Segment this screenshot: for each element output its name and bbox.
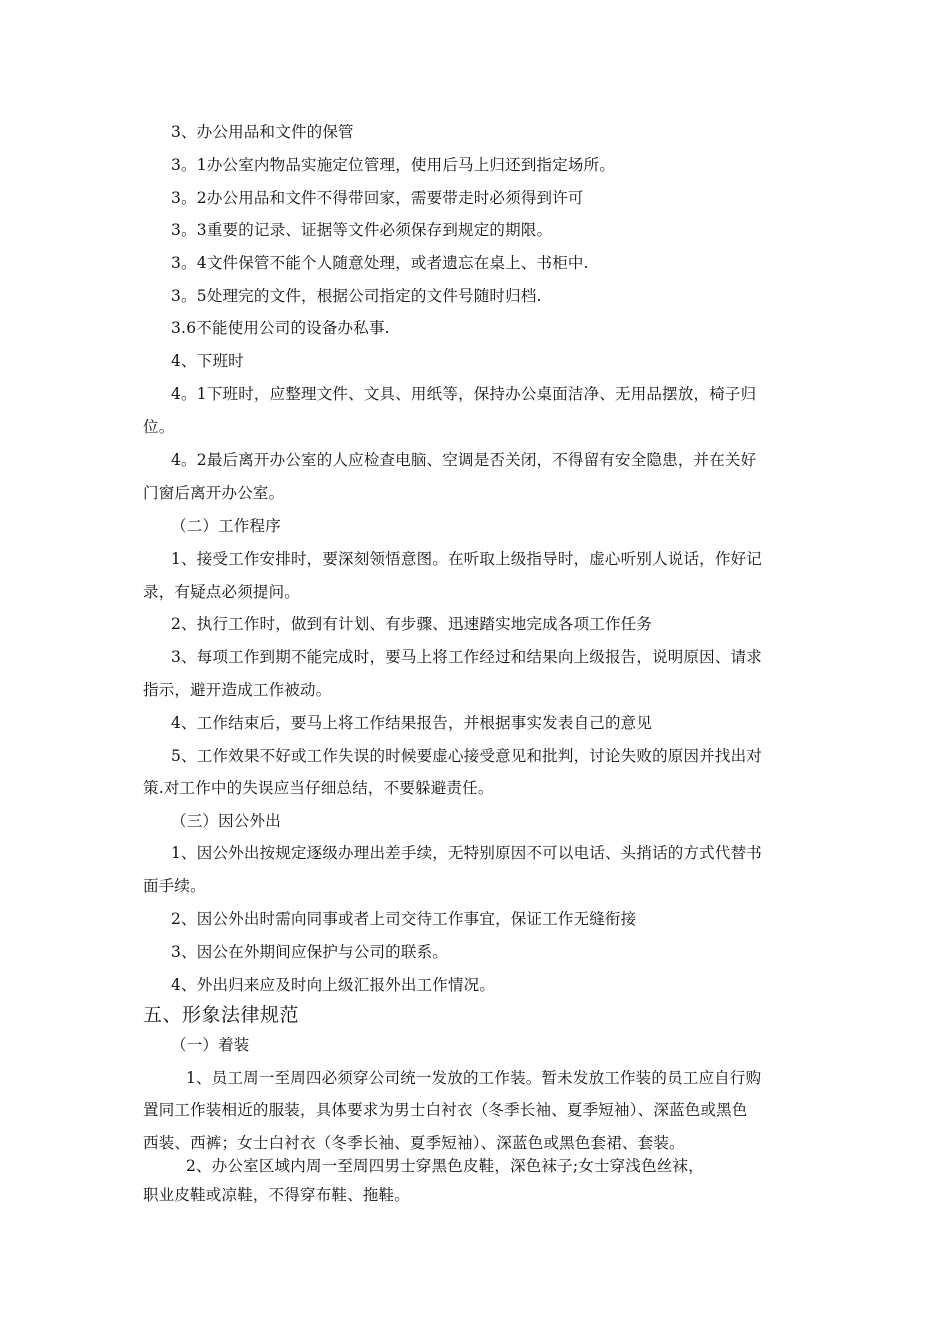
dress-1-line-1: 1、员工周一至周四必须穿公司统一发放的工作装。暂未发放工作装的员工应自行购	[186, 1069, 762, 1087]
dress-1-line-2: 置同工作装相近的服装，具体要求为男士白衬衣（冬季长袖、夏季短袖）、深蓝色或黑色	[143, 1101, 748, 1119]
procedure-5-line-1: 5、工作效果不好或工作失误的时候要虚心接受意见和批判，讨论失败的原因并找出对	[171, 747, 762, 765]
dress-2-line-1: 2、办公室区域内周一至周四男士穿黑色皮鞋，深色袜子;女士穿浅色丝袜，	[186, 1157, 704, 1175]
paragraph-3-3: 3。3重要的记录、证据等文件必须保存到规定的期限。	[171, 221, 553, 239]
trip-2: 2、因公外出时需向同事或者上司交待工作事宜，保证工作无缝衔接	[171, 910, 637, 928]
procedure-5-line-2: 策.对工作中的失误应当仔细总结，不要躲避责任。	[143, 779, 494, 797]
paragraph-4-1-line-1: 4。1下班时，应整理文件、文具、用纸等，保持办公桌面洁净、无用品摆放，椅子归	[171, 385, 757, 403]
procedure-3-line-1: 3、每项工作到期不能完成时，要马上将工作经过和结果向上级报告，说明原因、请求	[171, 648, 762, 666]
trip-3: 3、因公在外期间应保护与公司的联系。	[171, 943, 448, 961]
paragraph-3-4: 3。4文件保管不能个人随意处理，或者遗忘在桌上、书柜中.	[171, 254, 589, 272]
trip-1-line-2: 面手续。	[143, 877, 206, 895]
trip-1-line-1: 1、因公外出按规定逐级办理出差手续，无特别原因不可以电话、头捎话的方式代替书	[171, 844, 762, 862]
procedure-3-line-2: 指示，避开造成工作被动。	[143, 681, 332, 699]
paragraph-3-1: 3。1办公室内物品实施定位管理，使用后马上归还到指定场所。	[171, 156, 616, 174]
dress-2-line-2: 职业皮鞋或凉鞋，不得穿布鞋、拖鞋。	[143, 1186, 410, 1204]
section-heading-image-norms: 五、形象法律规范	[143, 1004, 300, 1026]
trip-4: 4、外出归来应及时向上级汇报外出工作情况。	[171, 976, 496, 994]
paragraph-3-2: 3。2办公用品和文件不得带回家，需要带走时必须得到许可	[171, 189, 584, 207]
paragraph-4-1-line-2: 位。	[143, 418, 175, 436]
procedure-1-line-1: 1、接受工作安排时，要深刻领悟意图。在听取上级指导时，虚心听别人说话，作好记	[171, 550, 762, 568]
section-title-off-work: 4、下班时	[171, 352, 244, 370]
subsection-title-business-trip: （三）因公外出	[171, 812, 281, 830]
subsection-title-work-procedure: （二）工作程序	[171, 517, 281, 535]
procedure-1-line-2: 录，有疑点必须提问。	[143, 583, 301, 601]
procedure-4: 4、工作结束后，要马上将工作结果报告，并根据事实发表自己的意见	[171, 714, 653, 732]
procedure-2: 2、执行工作时，做到有计划、有步骤、迅速踏实地完成各项工作任务	[171, 615, 653, 633]
paragraph-3-5: 3。5处理完的文件，根据公司指定的文件号随时归档.	[171, 287, 542, 305]
subsection-title-dress-code: （一）着装	[171, 1036, 250, 1054]
section-title-office-supplies: 3、办公用品和文件的保管	[171, 123, 354, 141]
paragraph-4-2-line-1: 4。2最后离开办公室的人应检查电脑、空调是否关闭，不得留有安全隐患，并在关好	[171, 451, 757, 469]
dress-1-line-3: 西装、西裤；女士白衬衣（冬季长袖、夏季短袖）、深蓝色或黑色套裙、套装。	[143, 1134, 685, 1152]
paragraph-3-6: 3.6不能使用公司的设备办私事.	[171, 319, 390, 337]
paragraph-4-2-line-2: 门窗后离开办公室。	[143, 484, 285, 502]
